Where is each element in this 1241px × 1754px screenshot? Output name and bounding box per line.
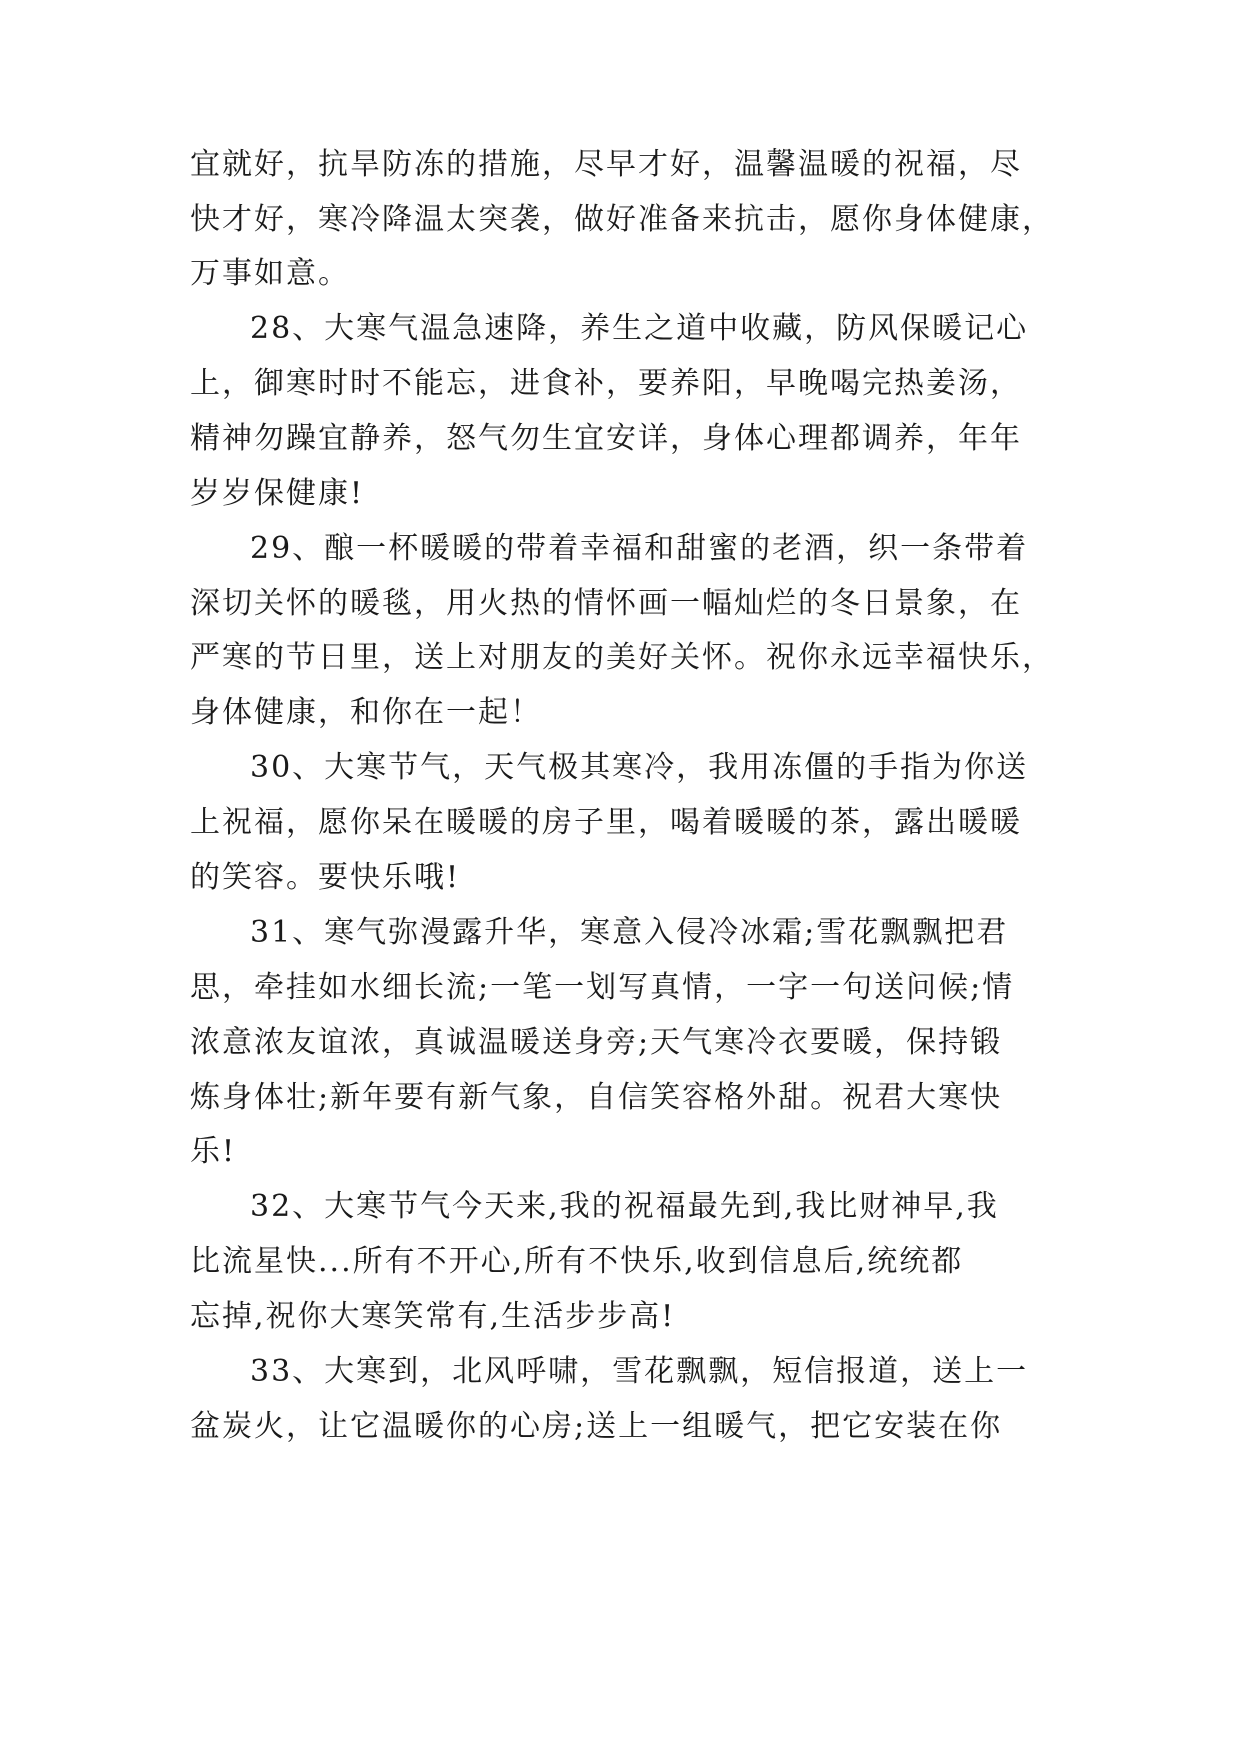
text-line: 的笑容。要快乐哦! xyxy=(190,860,461,895)
text-line: 严寒的节日里，送上对朋友的美好关怀。祝你永远幸福快乐， xyxy=(190,640,1054,675)
paragraph-start-32: 32、大寒节气今天来,我的祝福最先到,我比财神早,我 xyxy=(250,1189,999,1224)
text-line: 盆炭火，让它温暖你的心房;送上一组暖气，把它安装在你 xyxy=(190,1409,1003,1444)
text-line: 身体健康，和你在一起！ xyxy=(190,695,542,730)
paragraph-start-31: 31、寒气弥漫露升华，寒意入侵冷冰霜;雪花飘飘把君 xyxy=(250,915,1009,950)
text-line: 乐! xyxy=(190,1134,237,1169)
text-line: 深切关怀的暖毯，用火热的情怀画一幅灿烂的冬日景象，在 xyxy=(190,586,1022,621)
text-line: 炼身体壮;新年要有新气象，自信笑容格外甜。祝君大寒快 xyxy=(190,1080,1003,1115)
paragraph-start-33: 33、大寒到，北风呼啸，雪花飘飘，短信报道，送上一 xyxy=(250,1354,1029,1389)
paragraph-start-28: 28、大寒气温急速降，养生之道中收藏，防风保暖记心 xyxy=(250,311,1029,346)
text-line: 比流星快...所有不开心,所有不快乐,收到信息后,统统都 xyxy=(190,1244,964,1279)
paragraph-start-30: 30、大寒节气，天气极其寒冷，我用冻僵的手指为你送 xyxy=(250,750,1029,785)
text-line: 岁岁保健康! xyxy=(190,476,365,511)
text-line: 思，牵挂如水细长流;一笔一划写真情，一字一句送问候;情 xyxy=(190,970,1015,1005)
text-line: 上，御寒时时不能忘，进食补，要养阳，早晚喝完热姜汤， xyxy=(190,366,1022,401)
text-line: 浓意浓友谊浓，真诚温暖送身旁;天气寒冷衣要暖，保持锻 xyxy=(190,1025,1003,1060)
text-line: 宜就好，抗旱防冻的措施，尽早才好，温馨温暖的祝福，尽 xyxy=(190,147,1022,182)
text-line: 上祝福，愿你呆在暖暖的房子里，喝着暖暖的茶，露出暖暖 xyxy=(190,805,1022,840)
text-line: 精神勿躁宜静养，怒气勿生宜安详，身体心理都调养，年年 xyxy=(190,421,1022,456)
text-line: 万事如意。 xyxy=(190,256,350,291)
paragraph-start-29: 29、酿一杯暖暖的带着幸福和甜蜜的老酒，织一条带着 xyxy=(250,531,1029,566)
text-line: 快才好，寒冷降温太突袭，做好准备来抗击，愿你身体健康， xyxy=(190,202,1054,237)
text-line: 忘掉,祝你大寒笑常有,生活步步高! xyxy=(190,1299,676,1334)
